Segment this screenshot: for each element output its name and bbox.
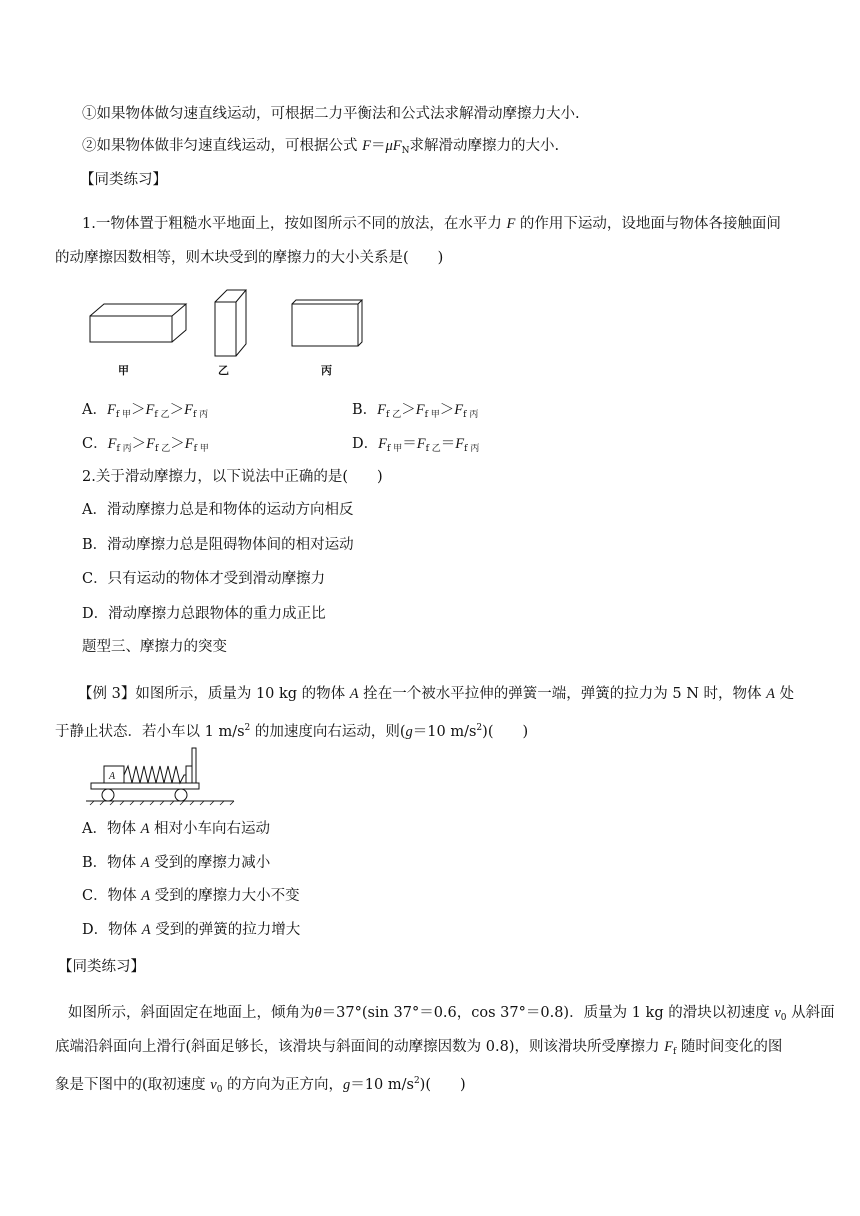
q1-option-d[interactable] <box>352 434 479 459</box>
q3-text: 如图所示，斜面固定在地面上，倾角为 <box>68 1005 315 1021</box>
subscript-N: N <box>401 146 410 156</box>
symbol-F: F <box>145 402 155 418</box>
subscript: f 丙 <box>463 410 479 420</box>
ex3-option-d[interactable] <box>82 920 300 940</box>
q3-text: ＝37°(sin 37°＝0.6，cos 37°＝0.8)．质量为 1 kg 的滑块以初速度 <box>321 1005 775 1021</box>
q2-stem <box>82 467 383 487</box>
symbol-F: F <box>377 402 387 418</box>
q3-text: 的方向为正方向， <box>222 1077 344 1093</box>
subscript: f 乙 <box>425 444 441 454</box>
operator: ＞ <box>131 436 147 452</box>
symbol-g: g <box>405 724 413 740</box>
section-title: 题型三、摩擦力的突变 <box>82 639 227 655</box>
superscript: 2 <box>244 723 251 733</box>
block-a-label: A <box>109 771 116 782</box>
q3-text: 随时间变化的图 <box>676 1039 783 1055</box>
symbol-F: F <box>184 436 194 452</box>
subscript: f 甲 <box>424 410 440 420</box>
option-text: 受到的摩擦力大小不变 <box>150 888 300 904</box>
ex3-text: 【例 3】如图所示，质量为 10 kg 的物体 <box>78 686 350 702</box>
option-text: 受到的摩擦力减小 <box>149 855 271 871</box>
superscript: 2 <box>476 723 483 733</box>
summary-text: ①如果物体做匀速直线运动，可根据二力平衡法和公式法求解滑动摩擦力大小. <box>82 106 580 122</box>
block-jia <box>90 304 186 342</box>
option-letter: A． <box>82 402 107 418</box>
q3-text: 底端沿斜面向上滑行(斜面足够长，该滑块与斜面间的动摩擦因数为 0.8)，则该滑块所受摩擦力 <box>55 1039 665 1055</box>
q1-option-a[interactable] <box>82 400 208 425</box>
symbol-F: F <box>506 216 516 232</box>
subscript: f 丙 <box>192 410 209 420</box>
symbol-A: A <box>141 888 151 904</box>
fig-label-jia: 甲 <box>118 364 129 377</box>
subscript: f 乙 <box>386 410 402 420</box>
symbol-A: A <box>349 686 359 702</box>
symbol-v: v <box>774 1005 781 1021</box>
symbol-v: v <box>210 1077 217 1093</box>
q3-stem-line-3 <box>55 1071 466 1100</box>
symbol-F: F <box>184 402 193 418</box>
wheel-right <box>175 789 187 801</box>
spring-mount <box>186 766 192 783</box>
ex3-stem-line-1 <box>78 684 794 704</box>
cart-handle <box>192 748 196 783</box>
operator: ＞ <box>170 436 185 452</box>
practice-heading-1 <box>80 170 167 190</box>
q3-text: 象是下图中的(取初速度 <box>55 1077 211 1093</box>
operator: ＝ <box>440 436 456 452</box>
operator: ＞ <box>169 402 185 418</box>
q2-option-d[interactable]: D．滑动摩擦力总跟物体的重力成正比 <box>82 606 326 622</box>
symbol-muF: μF <box>385 138 402 154</box>
option-text: B．物体 <box>82 855 141 871</box>
subscript: 0 <box>216 1085 223 1095</box>
q3-stem-line-2 <box>55 1037 782 1062</box>
spring <box>124 766 186 783</box>
ground-hatch <box>90 801 234 805</box>
option-letter: C． <box>82 436 108 452</box>
summary-line-2 <box>82 136 559 161</box>
symbol-F: F <box>416 436 426 452</box>
q1-text: 的动摩擦因数相等，则木块受到的摩擦力的大小关系是( ) <box>55 250 444 266</box>
q1-blocks-figure <box>86 284 376 364</box>
fig-label-yi: 乙 <box>218 364 229 377</box>
subscript: f 丙 <box>464 444 480 454</box>
symbol-F: F <box>146 436 156 452</box>
symbol-A: A <box>766 686 775 702</box>
practice-heading-2 <box>58 957 145 977</box>
cart-spring-figure <box>86 744 238 808</box>
subscript: f 丙 <box>116 444 132 454</box>
symbol-theta: θ <box>314 1005 322 1021</box>
symbol-F: F <box>664 1039 673 1055</box>
q3-text: 从斜面 <box>786 1005 835 1021</box>
symbol-F: F <box>106 402 116 418</box>
ex3-option-b[interactable] <box>82 853 270 873</box>
option-text: A．物体 <box>82 821 141 837</box>
symbol-A: A <box>140 855 150 871</box>
fig-label-bing: 丙 <box>321 364 332 377</box>
subscript: f 甲 <box>115 410 132 420</box>
symbol-A: A <box>140 821 150 837</box>
q1-stem-line-1 <box>82 214 781 234</box>
heading-text: 【同类练习】 <box>80 172 167 188</box>
symbol-F: F <box>362 138 371 154</box>
symbol-A: A <box>141 922 151 938</box>
cart-body <box>91 783 199 789</box>
symbol-F: F <box>415 402 425 418</box>
option-text: C．物体 <box>82 888 142 904</box>
superscript: 2 <box>413 1076 420 1086</box>
q3-stem-line-1 <box>68 1003 835 1028</box>
summary-line-1 <box>82 104 580 124</box>
q1-stem-line-2 <box>55 248 443 268</box>
option-letter: B． <box>352 402 378 418</box>
symbol-F: F <box>107 436 117 452</box>
block-bing <box>292 300 362 346</box>
q3-text: )( ) <box>419 1077 466 1093</box>
option-text: 受到的弹簧的拉力增大 <box>150 922 301 938</box>
ex3-option-c[interactable] <box>82 886 300 906</box>
operator: ＞ <box>439 402 455 418</box>
option-letter: D． <box>352 436 379 452</box>
subscript: f 乙 <box>155 444 171 454</box>
ex3-option-a[interactable] <box>82 819 270 839</box>
ex3-text: 处 <box>774 686 795 702</box>
operator: ＞ <box>131 402 146 418</box>
subscript: f <box>672 1047 677 1057</box>
symbol-F: F <box>378 436 387 452</box>
ex3-text: ＝10 m/s <box>412 724 477 740</box>
q3-text: ＝10 m/s <box>350 1077 414 1093</box>
subscript: f 乙 <box>154 410 170 420</box>
equals-sign: ＝ <box>370 138 386 154</box>
q1-option-c[interactable] <box>82 434 209 459</box>
q2-option-c[interactable]: C．只有运动的物体才受到滑动摩擦力 <box>82 571 326 587</box>
operator: ＞ <box>401 402 416 418</box>
ex3-stem-line-2 <box>55 718 528 742</box>
q1-text: 的作用下运动，设地面与物体各接触面间 <box>515 216 781 232</box>
q2-text: 2.关于滑动摩擦力，以下说法中正确的是( ) <box>82 469 383 485</box>
q2-option-b[interactable]: B．滑动摩擦力总是阻碍物体间的相对运动 <box>82 537 354 553</box>
option-text: 相对小车向右运动 <box>149 821 271 837</box>
symbol-F: F <box>454 402 464 418</box>
ex3-text: 拴在一个被水平拉伸的弹簧一端，弹簧的拉力为 5 N 时，物体 <box>358 686 767 702</box>
option-text: D．物体 <box>82 922 142 938</box>
heading-text: 【同类练习】 <box>58 959 145 975</box>
subscript: f 甲 <box>387 444 403 454</box>
subscript: f 甲 <box>193 444 209 454</box>
summary-text: ②如果物体做非匀速直线运动，可根据公式 <box>82 138 363 154</box>
ex3-text: )( ) <box>482 724 529 740</box>
q2-option-a[interactable]: A．滑动摩擦力总是和物体的运动方向相反 <box>82 502 354 518</box>
summary-text: 求解滑动摩擦力的大小. <box>409 138 560 154</box>
symbol-F: F <box>455 436 465 452</box>
ex3-text: 的加速度向右运动，则( <box>250 724 406 740</box>
wheel-left <box>102 789 114 801</box>
q1-option-b[interactable] <box>352 400 478 425</box>
block-yi <box>215 290 246 356</box>
operator: ＝ <box>402 436 417 452</box>
q1-text: 1.一物体置于粗糙水平地面上，按如图所示不同的放法，在水平力 <box>82 216 507 232</box>
ex3-text: 于静止状态．若小车以 1 m/s <box>55 724 245 740</box>
symbol-g: g <box>343 1077 351 1093</box>
subscript: 0 <box>780 1013 787 1023</box>
